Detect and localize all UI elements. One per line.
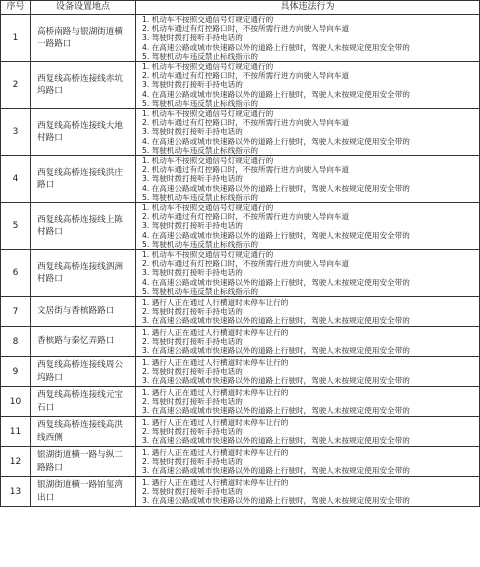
row-seq: 4	[1, 156, 31, 203]
behavior-item: 3. 在高速公路或城市快速路以外的道路上行驶时，驾驶人未按规定使用安全带的	[142, 436, 410, 446]
behavior-item: 2. 驾驶时拨打接听手持电话的	[142, 426, 243, 436]
behavior-item: 1. 机动车不按照交通信号灯规定通行的	[142, 250, 274, 260]
behavior-item: 2. 机动车通过有灯控路口时，不按所需行进方向驶入导向车道	[142, 165, 350, 175]
behavior-item: 4. 在高速公路或城市快速路以外的道路上行驶时，驾驶人未按规定使用安全带的	[142, 136, 410, 146]
behavior-item: 3. 驾驶时拨打接听手持电话的	[142, 80, 243, 90]
behavior-item: 1. 遇行人正在通过人行横道时未停车让行的	[142, 387, 289, 397]
behavior-item: 5. 驾驶机动车违反禁止标线指示的	[142, 98, 258, 108]
behavior-item: 3. 驾驶时拨打接听手持电话的	[142, 174, 243, 184]
row-seq: 3	[1, 109, 31, 156]
table-row	[1, 109, 480, 156]
behavior-item: 2. 驾驶时拨打接听手持电话的	[142, 486, 243, 496]
row-location: 西复线高桥连接线泗洲村路口	[31, 250, 136, 297]
row-behaviors	[136, 417, 480, 447]
behavior-item: 1. 遇行人正在通过人行横道时未停车让行的	[142, 357, 289, 367]
behavior-item: 3. 驾驶时拨打接听手持电话的	[142, 221, 243, 231]
behavior-item: 1. 遇行人正在通过人行横道时未停车让行的	[142, 477, 289, 487]
table-row	[1, 15, 480, 62]
behavior-item: 2. 驾驶时拨打接听手持电话的	[142, 336, 243, 346]
table-row	[1, 477, 480, 507]
behavior-item: 5. 驾驶机动车违反禁止标线指示的	[142, 192, 258, 202]
row-location: 香槟路与秦忆弄路口	[31, 327, 136, 357]
row-seq: 13	[1, 477, 31, 507]
behavior-item: 2. 机动车通过有灯控路口时，不按所需行进方向驶入导向车道	[142, 212, 350, 222]
behavior-item: 5. 驾驶机动车违反禁止标线指示的	[142, 51, 258, 61]
table-header-row	[1, 1, 480, 15]
row-location: 银湖街道横一路铂玺湾出口	[31, 477, 136, 507]
behavior-item: 3. 在高速公路或城市快速路以外的道路上行驶时，驾驶人未按规定使用安全带的	[142, 346, 410, 356]
behavior-item: 2. 机动车通过有灯控路口时，不按所需行进方向驶入导向车道	[142, 118, 350, 128]
behavior-item: 3. 驾驶时拨打接听手持电话的	[142, 127, 243, 137]
behavior-item: 4. 在高速公路或城市快速路以外的道路上行驶时，驾驶人未按规定使用安全带的	[142, 277, 410, 287]
behavior-item: 3. 在高速公路或城市快速路以外的道路上行驶时，驾驶人未按规定使用安全带的	[142, 466, 410, 476]
row-seq: 11	[1, 417, 31, 447]
row-location: 西复线高桥连接线上陈村路口	[31, 203, 136, 250]
behavior-item: 1. 遇行人正在通过人行横道时未停车让行的	[142, 417, 289, 427]
row-behaviors	[136, 297, 480, 327]
behavior-item: 1. 遇行人正在通过人行横道时未停车让行的	[142, 327, 289, 337]
table-row	[1, 357, 480, 387]
row-location: 高桥南路与银湖街道横一路路口	[31, 15, 136, 62]
behavior-item: 2. 驾驶时拨打接听手持电话的	[142, 366, 243, 376]
behavior-item: 3. 在高速公路或城市快速路以外的道路上行驶时，驾驶人未按规定使用安全带的	[142, 376, 410, 386]
row-location: 西复线高桥连接线洪庄路口	[31, 156, 136, 203]
behavior-item: 2. 驾驶时拨打接听手持电话的	[142, 456, 243, 466]
behavior-item: 3. 在高速公路或城市快速路以外的道路上行驶时，驾驶人未按规定使用安全带的	[142, 316, 410, 326]
row-behaviors	[136, 156, 480, 203]
behavior-item: 4. 在高速公路或城市快速路以外的道路上行驶时，驾驶人未按规定使用安全带的	[142, 183, 410, 193]
row-seq: 12	[1, 447, 31, 477]
row-location: 银湖街道横一路与纵二路路口	[31, 447, 136, 477]
row-behaviors	[136, 477, 480, 507]
table-row	[1, 387, 480, 417]
table-row	[1, 250, 480, 297]
row-behaviors	[136, 15, 480, 62]
behavior-item: 5. 驾驶机动车违反禁止标线指示的	[142, 145, 258, 155]
row-behaviors	[136, 203, 480, 250]
behavior-item: 3. 在高速公路或城市快速路以外的道路上行驶时，驾驶人未按规定使用安全带的	[142, 496, 410, 506]
row-location: 西复线高桥连接线赤坑坞路口	[31, 62, 136, 109]
behavior-item: 5. 驾驶机动车违反禁止标线指示的	[142, 239, 258, 249]
row-seq: 1	[1, 15, 31, 62]
behavior-item: 2. 驾驶时拨打接听手持电话的	[142, 306, 243, 316]
behavior-item: 3. 在高速公路或城市快速路以外的道路上行驶时，驾驶人未按规定使用安全带的	[142, 406, 410, 416]
behavior-item: 1. 遇行人正在通过人行横道时未停车让行的	[142, 447, 289, 457]
row-seq: 2	[1, 62, 31, 109]
behavior-item: 4. 在高速公路或城市快速路以外的道路上行驶时，驾驶人未按规定使用安全带的	[142, 42, 410, 52]
row-location: 西复线高桥连接线周公坞路口	[31, 357, 136, 387]
header-behavior: 具体违法行为	[136, 1, 480, 15]
row-seq: 6	[1, 250, 31, 297]
behavior-item: 3. 驾驶时拨打接听手持电话的	[142, 33, 243, 43]
row-behaviors	[136, 250, 480, 297]
header-location: 设备设置地点	[31, 1, 136, 15]
row-seq: 7	[1, 297, 31, 327]
row-location: 西复线高桥连接线大地村路口	[31, 109, 136, 156]
row-seq: 8	[1, 327, 31, 357]
behavior-item: 2. 机动车通过有灯控路口时，不按所需行进方向驶入导向车道	[142, 71, 350, 81]
table-row	[1, 62, 480, 109]
behavior-item: 5. 驾驶机动车违反禁止标线指示的	[142, 286, 258, 296]
row-behaviors	[136, 109, 480, 156]
row-location: 文居街与香槟路路口	[31, 297, 136, 327]
behavior-item: 1. 机动车不按照交通信号灯规定通行的	[142, 109, 274, 119]
behavior-item: 1. 机动车不按照交通信号灯规定通行的	[142, 156, 274, 166]
row-location: 西复线高桥连接线高洪线西侧	[31, 417, 136, 447]
row-seq: 5	[1, 203, 31, 250]
row-behaviors	[136, 357, 480, 387]
row-behaviors	[136, 327, 480, 357]
behavior-item: 2. 驾驶时拨打接听手持电话的	[142, 396, 243, 406]
table-row	[1, 327, 480, 357]
row-behaviors	[136, 447, 480, 477]
behavior-item: 4. 在高速公路或城市快速路以外的道路上行驶时，驾驶人未按规定使用安全带的	[142, 230, 410, 240]
behavior-item: 2. 机动车通过有灯控路口时，不按所需行进方向驶入导向车道	[142, 259, 350, 269]
behavior-item: 3. 驾驶时拨打接听手持电话的	[142, 268, 243, 278]
behavior-item: 1. 遇行人正在通过人行横道时未停车让行的	[142, 297, 289, 307]
table-row	[1, 203, 480, 250]
row-seq: 9	[1, 357, 31, 387]
table-row	[1, 297, 480, 327]
row-behaviors	[136, 62, 480, 109]
behavior-item: 1. 机动车不按照交通信号灯规定通行的	[142, 15, 274, 25]
table-row	[1, 417, 480, 447]
behavior-item: 1. 机动车不按照交通信号灯规定通行的	[142, 203, 274, 213]
row-location: 西复线高桥连接线元宝石口	[31, 387, 136, 417]
table-row	[1, 156, 480, 203]
row-seq: 10	[1, 387, 31, 417]
behavior-item: 4. 在高速公路或城市快速路以外的道路上行驶时，驾驶人未按规定使用安全带的	[142, 89, 410, 99]
row-behaviors	[136, 387, 480, 417]
behavior-item: 2. 机动车通过有灯控路口时，不按所需行进方向驶入导向车道	[142, 24, 350, 34]
behavior-item: 1. 机动车不按照交通信号灯规定通行的	[142, 62, 274, 72]
table-row	[1, 447, 480, 477]
header-seq: 序号	[1, 1, 31, 15]
